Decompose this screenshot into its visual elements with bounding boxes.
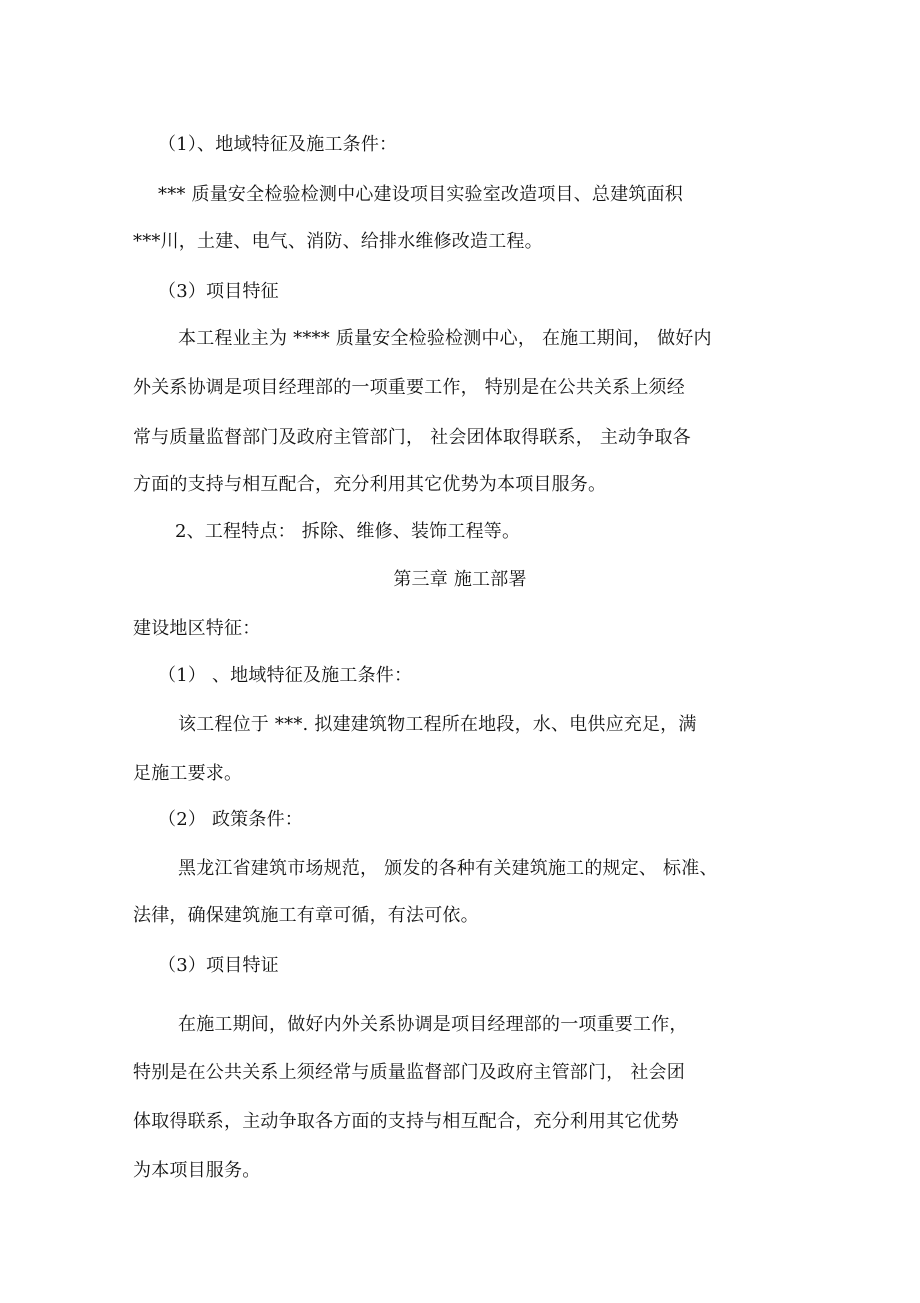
text-line: 为本项目服务。 <box>133 1160 261 1181</box>
text-line: 体取得联系，主动争取各方面的支持与相互配合，充分利用其它优势 <box>133 1111 679 1132</box>
text-line: 足施工要求。 <box>133 763 243 784</box>
chapter-heading: 第三章 施工部署 <box>393 569 527 590</box>
text-line: 在施工期间，做好内外关系协调是项目经理部的一项重要工作， <box>178 1014 688 1035</box>
text-line: （1） 、地域特征及施工条件： <box>158 665 413 686</box>
text-line: 建设地区特征： <box>133 618 261 639</box>
text-line: 外关系协调是项目经理部的一项重要工作， 特别是在公共关系上须经 <box>133 377 685 398</box>
text-line: 方面的支持与相互配合，充分利用其它优势为本项目服务。 <box>133 474 607 495</box>
text-line: （2） 政策条件： <box>158 809 303 830</box>
text-line: 法律，确保建筑施工有章可循，有法可依。 <box>133 905 479 926</box>
text-line: 该工程位于 ***. 拟建建筑物工程所在地段，水、电供应充足，满 <box>178 714 697 735</box>
text-line: 2、工程特点： 拆除、维修、装饰工程等。 <box>175 521 521 542</box>
text-line: （3）项目特证 <box>158 955 279 976</box>
text-line: （3）项目特征 <box>158 281 279 302</box>
text-line: *** 质量安全检验检测中心建设项目实验室改造项目、总建筑面积 <box>158 184 683 205</box>
text-line: 特别是在公共关系上须经常与质量监督部门及政府主管部门， 社会团 <box>133 1062 685 1083</box>
text-line: 本工程业主为 **** 质量安全检验检测中心， 在施工期间， 做好内 <box>178 328 712 349</box>
text-line: 黑龙江省建筑市场规范， 颁发的各种有关建筑施工的规定、 标准、 <box>178 858 718 879</box>
text-line: （1）、地域特征及施工条件： <box>158 134 398 155</box>
text-line: ***川，土建、电气、消防、给排水维修改造工程。 <box>133 231 543 252</box>
text-line: 常与质量监督部门及政府主管部门， 社会团体取得联系， 主动争取各 <box>133 427 691 448</box>
